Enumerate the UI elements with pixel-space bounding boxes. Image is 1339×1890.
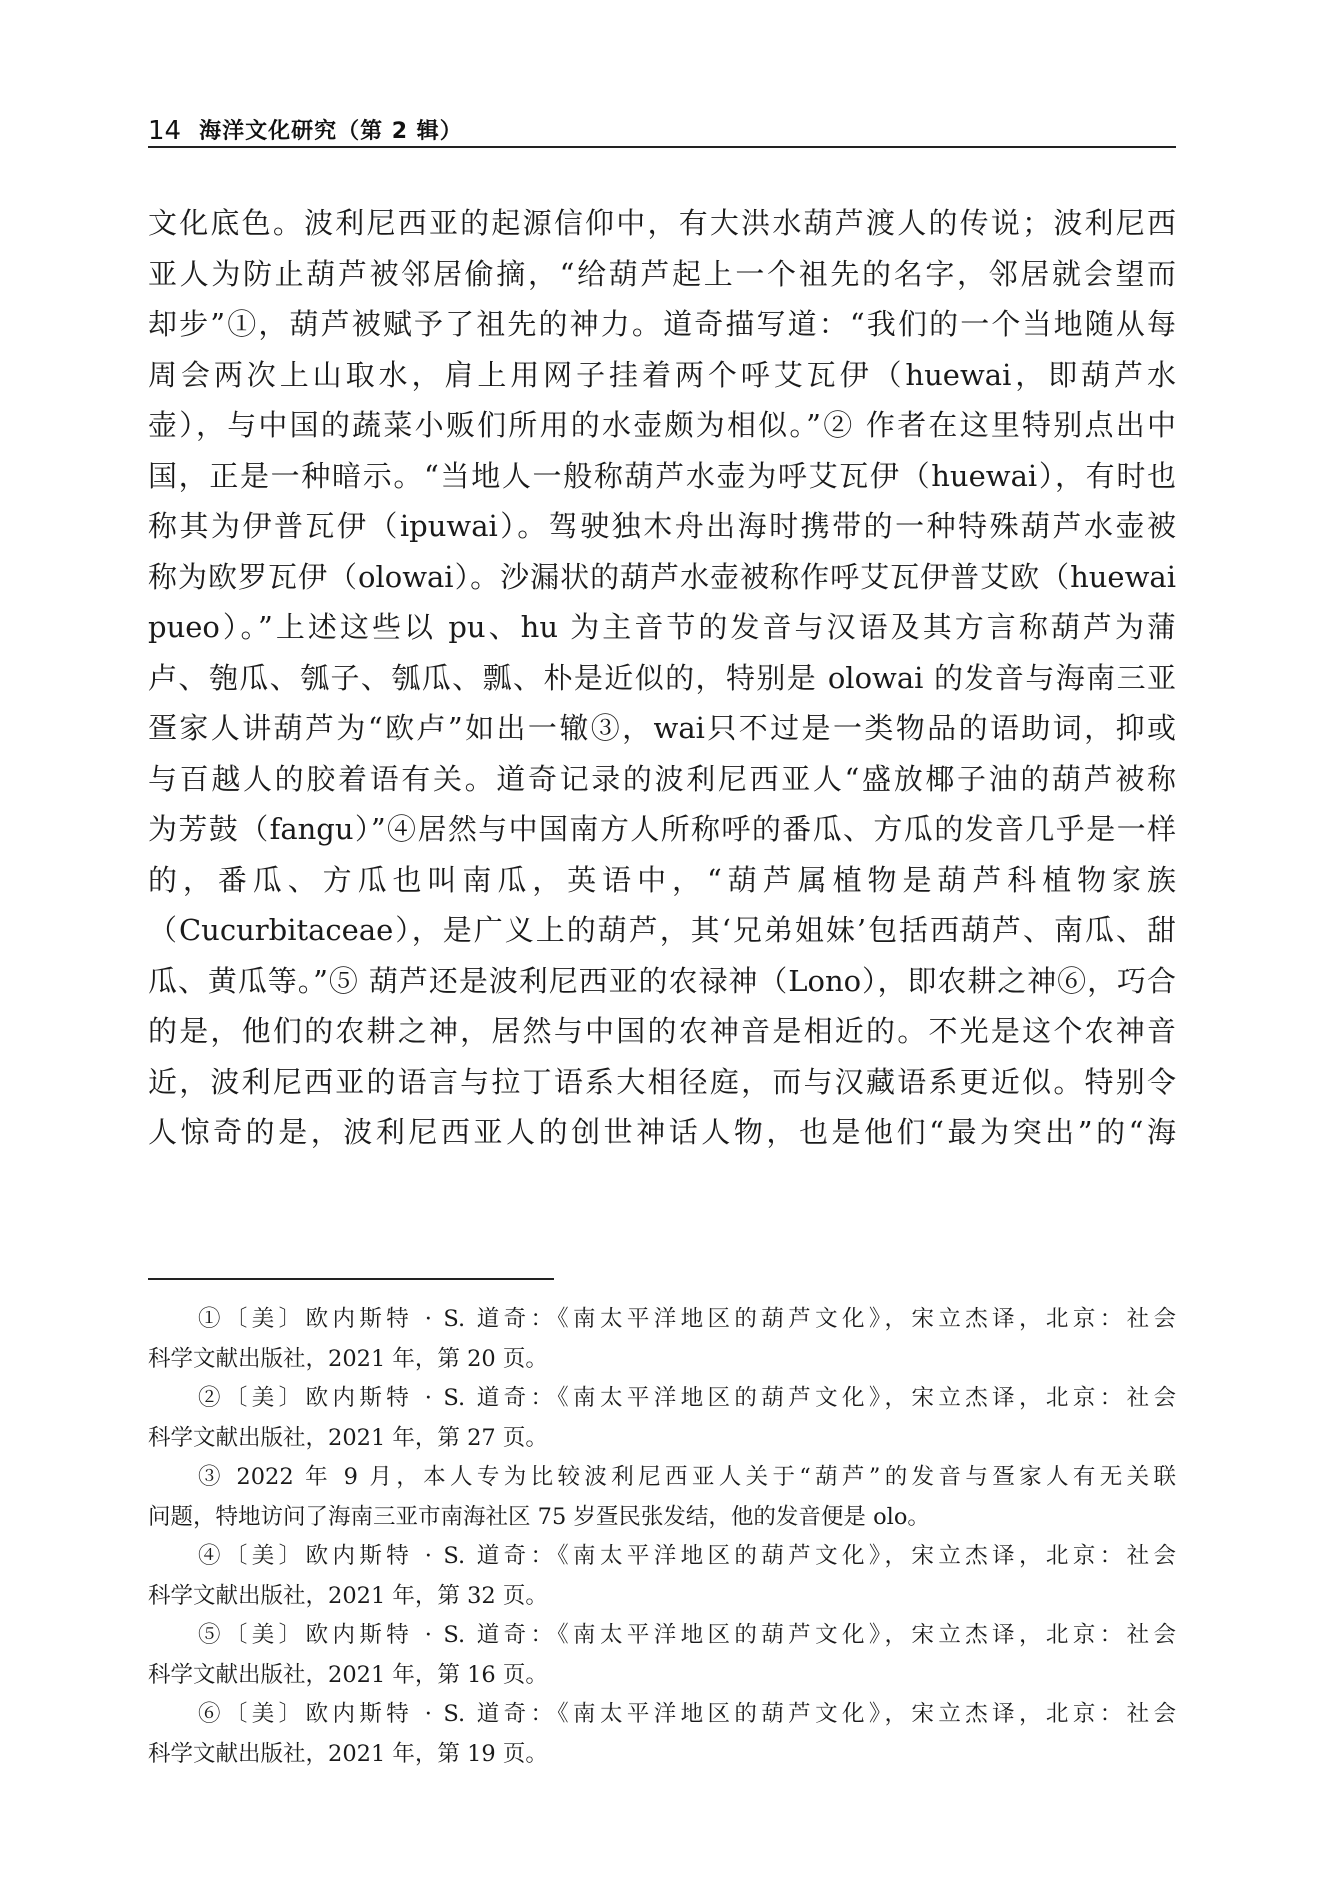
footnote-4 [148, 1537, 1176, 1616]
body-line: 近，波利尼西亚的语言与拉丁语系大相径庭，而与汉藏语系更近似。特别令 [148, 1064, 1176, 1099]
footnote-line: 科学文献出版社，2021 年，第 32 页。 [148, 1582, 548, 1609]
footnote-separator [148, 1278, 554, 1280]
body-line: 瓜、黄瓜等。”⑤ 葫芦还是波利尼西亚的农禄神（Lono），即农耕之神⑥，巧合 [148, 963, 1176, 998]
body-line: 亚人为防止葫芦被邻居偷摘，“给葫芦起上一个祖先的名字，邻居就会望而 [148, 256, 1176, 291]
body-line: 却步”①，葫芦被赋予了祖先的神力。道奇描写道：“我们的一个当地随从每 [148, 307, 1176, 341]
footnote-line: ②〔美〕欧内斯特 · S. 道奇：《南太平洋地区的葫芦文化》，宋立杰译，北京：社会 [198, 1385, 1176, 1411]
body-line: 的是，他们的农耕之神，居然与中国的农神音是相近的。不光是这个农神音 [148, 1014, 1176, 1048]
footnote-line: 科学文献出版社，2021 年，第 19 页。 [148, 1740, 548, 1767]
footnote-3 [148, 1458, 1176, 1537]
body-line: 卢、匏瓜、瓠子、瓠瓜、瓢、朴是近似的，特别是 olowai 的发音与海南三亚 [148, 660, 1176, 695]
footnote-line: ③ 2022 年 9 月，本人专为比较波利尼西亚人关于“葫芦”的发音与疍家人有无关联 [198, 1464, 1176, 1490]
footnote-line: ①〔美〕欧内斯特 · S. 道奇：《南太平洋地区的葫芦文化》，宋立杰译，北京：社会 [198, 1306, 1176, 1332]
footnotes [148, 1300, 1176, 1774]
running-header [148, 104, 1176, 144]
footnote-2 [148, 1379, 1176, 1458]
journal-title: 海洋文化研究（第 2 辑） [199, 118, 463, 144]
body-line: pueo）。”上述这些以 pu、hu 为主音节的发音与汉语及其方言称葫芦为蒲 [148, 610, 1176, 644]
page-number: 14 [148, 116, 182, 146]
body-line: 国，正是一种暗示。“当地人一般称葫芦水壶为呼艾瓦伊（huewai），有时也 [148, 458, 1176, 493]
body-line: 壶），与中国的蔬菜小贩们所用的水壶颇为相似。”② 作者在这里特别点出中 [148, 408, 1176, 442]
body-line: 与百越人的胶着语有关。道奇记录的波利尼西亚人“盛放椰子油的葫芦被称 [148, 761, 1176, 796]
body-line: 疍家人讲葫芦为“欧卢”如出一辙③，wai只不过是一类物品的语助词，抑或 [148, 711, 1176, 745]
footnote-6 [148, 1695, 1176, 1774]
body-line: 称为欧罗瓦伊（olowai）。沙漏状的葫芦水壶被称作呼艾瓦伊普艾欧（huewai [148, 559, 1176, 594]
footnote-1 [148, 1300, 1176, 1379]
footnote-line: ⑥〔美〕欧内斯特 · S. 道奇：《南太平洋地区的葫芦文化》，宋立杰译，北京：社会 [198, 1701, 1176, 1727]
body-line: 周会两次上山取水，肩上用网子挂着两个呼艾瓦伊（huewai，即葫芦水 [148, 357, 1176, 392]
footnote-line: 问题，特地访问了海南三亚市南海社区 75 岁疍民张发结，他的发音便是 olo。 [148, 1503, 930, 1530]
body-line: 为芳鼓（fangu）”④居然与中国南方人所称呼的番瓜、方瓜的发音几乎是一样 [148, 812, 1176, 846]
body-line: 人惊奇的是，波利尼西亚人的创世神话人物，也是他们“最为突出”的“海 [148, 1115, 1176, 1149]
body-line: （Cucurbitaceae），是广义上的葫芦，其‘兄弟姐妹’包括西葫芦、南瓜、甜 [148, 913, 1176, 947]
header-rule [148, 146, 1176, 148]
footnote-line: ④〔美〕欧内斯特 · S. 道奇：《南太平洋地区的葫芦文化》，宋立杰译，北京：社会 [198, 1543, 1176, 1569]
body-paragraph [148, 198, 1176, 1158]
footnote-line: 科学文献出版社，2021 年，第 20 页。 [148, 1345, 548, 1372]
body-line: 的，番瓜、方瓜也叫南瓜，英语中，“葫芦属植物是葫芦科植物家族 [148, 862, 1176, 897]
body-line: 称其为伊普瓦伊（ipuwai）。驾驶独木舟出海时携带的一种特殊葫芦水壶被 [148, 509, 1176, 543]
footnote-5 [148, 1616, 1176, 1695]
footnote-line: 科学文献出版社，2021 年，第 27 页。 [148, 1424, 548, 1451]
footnote-line: 科学文献出版社，2021 年，第 16 页。 [148, 1661, 548, 1688]
footnote-line: ⑤〔美〕欧内斯特 · S. 道奇：《南太平洋地区的葫芦文化》，宋立杰译，北京：社会 [198, 1622, 1176, 1648]
body-line: 文化底色。波利尼西亚的起源信仰中，有大洪水葫芦渡人的传说；波利尼西 [148, 206, 1176, 240]
